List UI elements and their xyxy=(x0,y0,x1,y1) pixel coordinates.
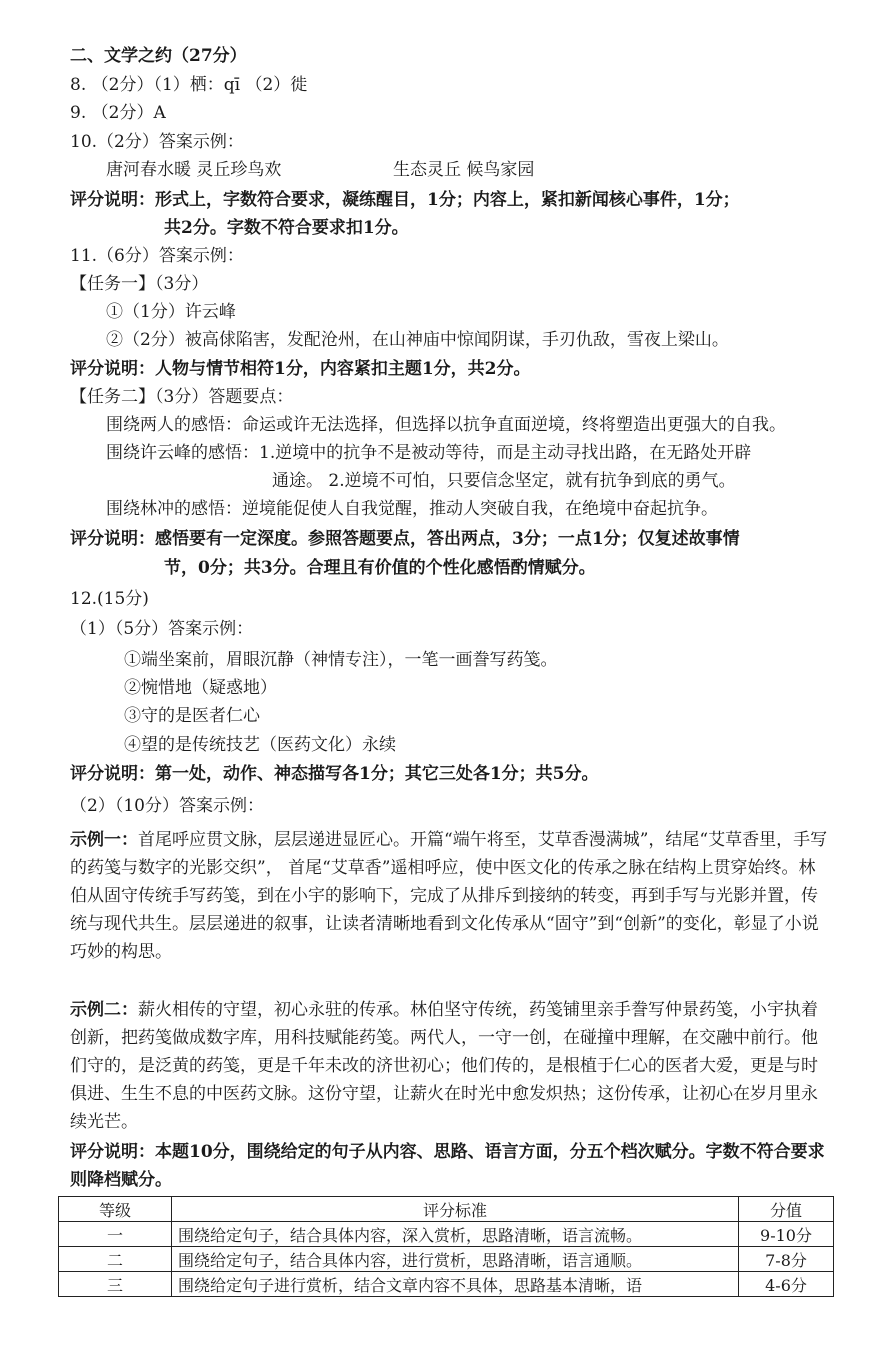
table-header-criteria: 评分标准 xyxy=(172,1197,739,1222)
section-title: 二、文学之约（27分） xyxy=(70,46,247,66)
q12-part1-item-4: ④望的是传统技艺（医药文化）永续 xyxy=(124,735,396,755)
table-cell-level: 三 xyxy=(59,1272,172,1297)
example-2-label: 示例二： xyxy=(70,1000,138,1020)
task2-scoring-note-line2: 节，0分；共3分。合理且有价值的个性化感悟酌情赋分。 xyxy=(164,558,596,578)
q12-part1-item-2: ②惋惜地（疑惑地） xyxy=(124,678,277,698)
q12-part1-head: （1）（5分）答案示例： xyxy=(70,619,254,639)
table-cell-level: 一 xyxy=(59,1222,172,1247)
table-cell-criteria: 围绕给定句子，结合具体内容，深入赏析，思路清晰，语言流畅。 xyxy=(172,1222,739,1247)
q10-scoring-note-line2: 共2分。字数不符合要求扣1分。 xyxy=(164,218,409,238)
q12-part1-scoring-note: 评分说明：第一处，动作、神态描写各1分；其它三处各1分；共5分。 xyxy=(70,764,599,784)
table-header-score: 分值 xyxy=(739,1197,834,1222)
example-1-text: 首尾呼应贯文脉，层层递进显匠心。开篇“端午将至，艾草香漫满城”，结尾“艾草香里，手写的药笺与数字的光影交织”， 首尾“艾草香”遥相呼应，使中医文化的传承之脉在结构上贯穿始终。林伯从固守传统手写药笺，到在小宇的影响下，完成了从排斥到接纳的转变，再到手写与光影并置，传统与现代共生。层层递进的叙事，让读者清晰地看到文化传承从“固守”到“创新”的变化，彰显了小说巧妙的构思。 xyxy=(70,830,828,962)
task2-point-2-line2: 通途。 2.逆境不可怕，只要信念坚定，就有抗争到底的勇气。 xyxy=(272,471,736,491)
task1-item-1: ①（1分）许云峰 xyxy=(106,302,236,322)
example-1-label: 示例一： xyxy=(70,830,138,850)
table-cell-criteria: 围绕给定句子进行赏析，结合文章内容不具体，思路基本清晰，语 xyxy=(172,1272,739,1297)
q12-part1-item-1: ①端坐案前，眉眼沉静（神情专注），一笔一画誊写药笺。 xyxy=(124,650,558,670)
q11-head: 11.（6分）答案示例： xyxy=(70,246,244,266)
task2-point-1: 围绕两人的感悟：命运或许无法选择，但选择以抗争直面逆境，终将塑造出更强大的自我。 xyxy=(106,415,786,435)
example-2-paragraph xyxy=(70,996,830,1136)
example-1-paragraph xyxy=(70,826,830,966)
task1-scoring-note: 评分说明：人物与情节相符1分，内容紧扣主题1分，共2分。 xyxy=(70,359,531,379)
q12-part2-head: （2）（10分）答案示例： xyxy=(70,796,264,816)
q8-answer: 8. （2分）（1）栖：qī （2）徙 xyxy=(70,75,308,95)
table-row xyxy=(59,1272,834,1297)
task2-point-3: 围绕林冲的感悟：逆境能促使人自我觉醒，推动人突破自我，在绝境中奋起抗争。 xyxy=(106,499,718,519)
q10-example-b: 生态灵丘 候鸟家园 xyxy=(393,160,535,180)
q10-example-a: 唐河春水暖 灵丘珍鸟欢 xyxy=(106,160,282,180)
q10-head: 10.（2分）答案示例： xyxy=(70,132,244,152)
table-cell-score: 4-6分 xyxy=(739,1272,834,1297)
table-header-row xyxy=(59,1197,834,1222)
table-row xyxy=(59,1247,834,1272)
q12-part2-scoring-note: 评分说明：本题10分，围绕给定的句子从内容、思路、语言方面，分五个档次赋分。字数不符合要求则降档赋分。 xyxy=(70,1142,825,1190)
table-cell-score: 9-10分 xyxy=(739,1222,834,1247)
example-2-text: 薪火相传的守望，初心永驻的传承。林伯坚守传统，药笺铺里亲手誊写仲景药笺，小宇执着创新，把药笺做成数字库，用科技赋能药笺。两代人，一守一创，在碰撞中理解，在交融中前行。他们守的，是泛黄的药笺，更是千年未改的济世初心；他们传的，是根植于仁心的医者大爱，更是与时俱进、生生不息的中医药文脉。这份守望，让薪火在时光中愈发炽热；这份传承，让初心在岁月里永续光芒。 xyxy=(70,1000,818,1132)
q9-answer: 9. （2分）A xyxy=(70,103,166,123)
task1-item-2: ②（2分）被高俅陷害，发配沧州，在山神庙中惊闻阴谋，手刃仇敌，雪夜上梁山。 xyxy=(106,330,729,350)
q10-scoring-note-line1: 评分说明：形式上，字数符合要求，凝练醒目，1分；内容上，紧扣新闻核心事件，1分； xyxy=(70,190,740,210)
table-cell-criteria: 围绕给定句子，结合具体内容，进行赏析，思路清晰，语言通顺。 xyxy=(172,1247,739,1272)
task2-head: 【任务二】（3分）答题要点： xyxy=(70,387,294,407)
table-header-level: 等级 xyxy=(59,1197,172,1222)
table-row xyxy=(59,1222,834,1247)
q12-head: 12.(15分) xyxy=(70,589,149,609)
table-cell-level: 二 xyxy=(59,1247,172,1272)
task2-point-2-line1: 围绕许云峰的感悟：1.逆境中的抗争不是被动等待，而是主动寻找出路，在无路处开辟 xyxy=(106,443,752,463)
q12-part1-item-3: ③守的是医者仁心 xyxy=(124,706,260,726)
table-cell-score: 7-8分 xyxy=(739,1247,834,1272)
grading-table xyxy=(58,1196,834,1297)
task2-scoring-note-line1: 评分说明：感悟要有一定深度。参照答题要点，答出两点，3分；一点1分；仅复述故事情 xyxy=(70,529,740,549)
task1-head: 【任务一】（3分） xyxy=(70,274,209,294)
